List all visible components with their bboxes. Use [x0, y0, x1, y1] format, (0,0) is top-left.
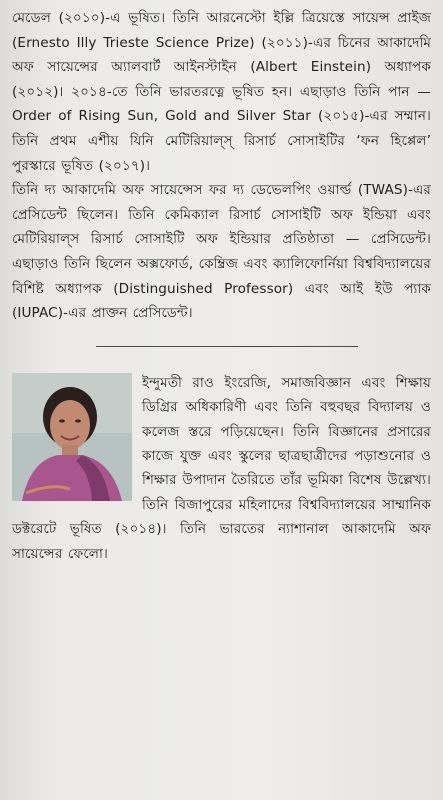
author-bio	[12, 371, 431, 566]
paragraph-positions: তিনি দ্য আকাদেমি অফ সায়েন্সেস ফর দ্য ডেভেলপিং ওয়ার্ল্ড (TWAS)-এর প্রেসিডেন্ট ছিলেন। তিনি কেমিক্যাল রিসার্চ সোসাইটি অফ ইন্ডিয়া এবং মেটিরিয়াল্স রিসার্চ সোসাইটি অফ ইন্ডিয়ার প্রতিষ্ঠাতা — প্রেসিডেন্ট। এছাড়াও তিনি ছিলেন অক্সফোর্ড, কেম্ব্রিজ এবং ক্যালিফোর্নিয়া বিশ্ববিদ্যালয়ের বিশিষ্ট অধ্যাপক (Distinguished Professor) এবং আই ইউ প্যাক (IUPAC)-এর প্রাক্তন প্রেসিডেন্ট।	[12, 182, 431, 322]
author-bio-text: ইন্দুমতী রাও ইংরেজি, সমাজবিজ্ঞান এবং শিক্ষায় ডিগ্রির অধিকারিণী এবং তিনি বহুবছর বিদ্যালয় ও কলেজ স্তরে পড়িয়েছেন। তিনি বিজ্ঞানের প্রসারের কাজে যুক্ত এবং স্কুলের ছাত্রছাত্রীদের পড়াশুনোর ও শিক্ষার উপাদান তৈরিতে তাঁর ভূমিকা বিশেষ উল্লেখ্য। তিনি বিজাপুরের মহিলাদের বিশ্ববিদ্যালয়ের সাম্মানিক ডক্টরেটে ভূষিত (২০১৪)। তিনি ভারতের ন্যাশানাল আকাদেমি অফ সায়েন্সের ফেলো।	[12, 374, 431, 562]
paragraph-awards: মেডেল (২০১০)-এ ভূষিত। তিনি আরনেস্টো ইল্লি ত্রিয়েস্তে সায়েন্স প্রাইজ (Ernesto Illy Trieste Science Prize) (২০১১)-এর চিনের আকাদেমি অফ সায়েন্সের অ্যালবার্ট আইনস্টাইন (Albert Einstein) অধ্যাপক (২০১২)। ২০১৪-তে তিনি ভারতরত্নে ভূষিত হন। এছাড়াও তিনি পান — Order of Rising Sun, Gold and Silver Star (২০১৫)-এর সম্মান। তিনি প্রথম এশীয় যিনি মেটিরিয়াল্স্ রিসার্চ সোসাইটির ‘ফন হিপ্পেল’ পুরস্কারে ভূষিত (২০১৭)।	[12, 10, 431, 174]
author-portrait	[12, 373, 132, 501]
section-divider	[96, 346, 358, 347]
